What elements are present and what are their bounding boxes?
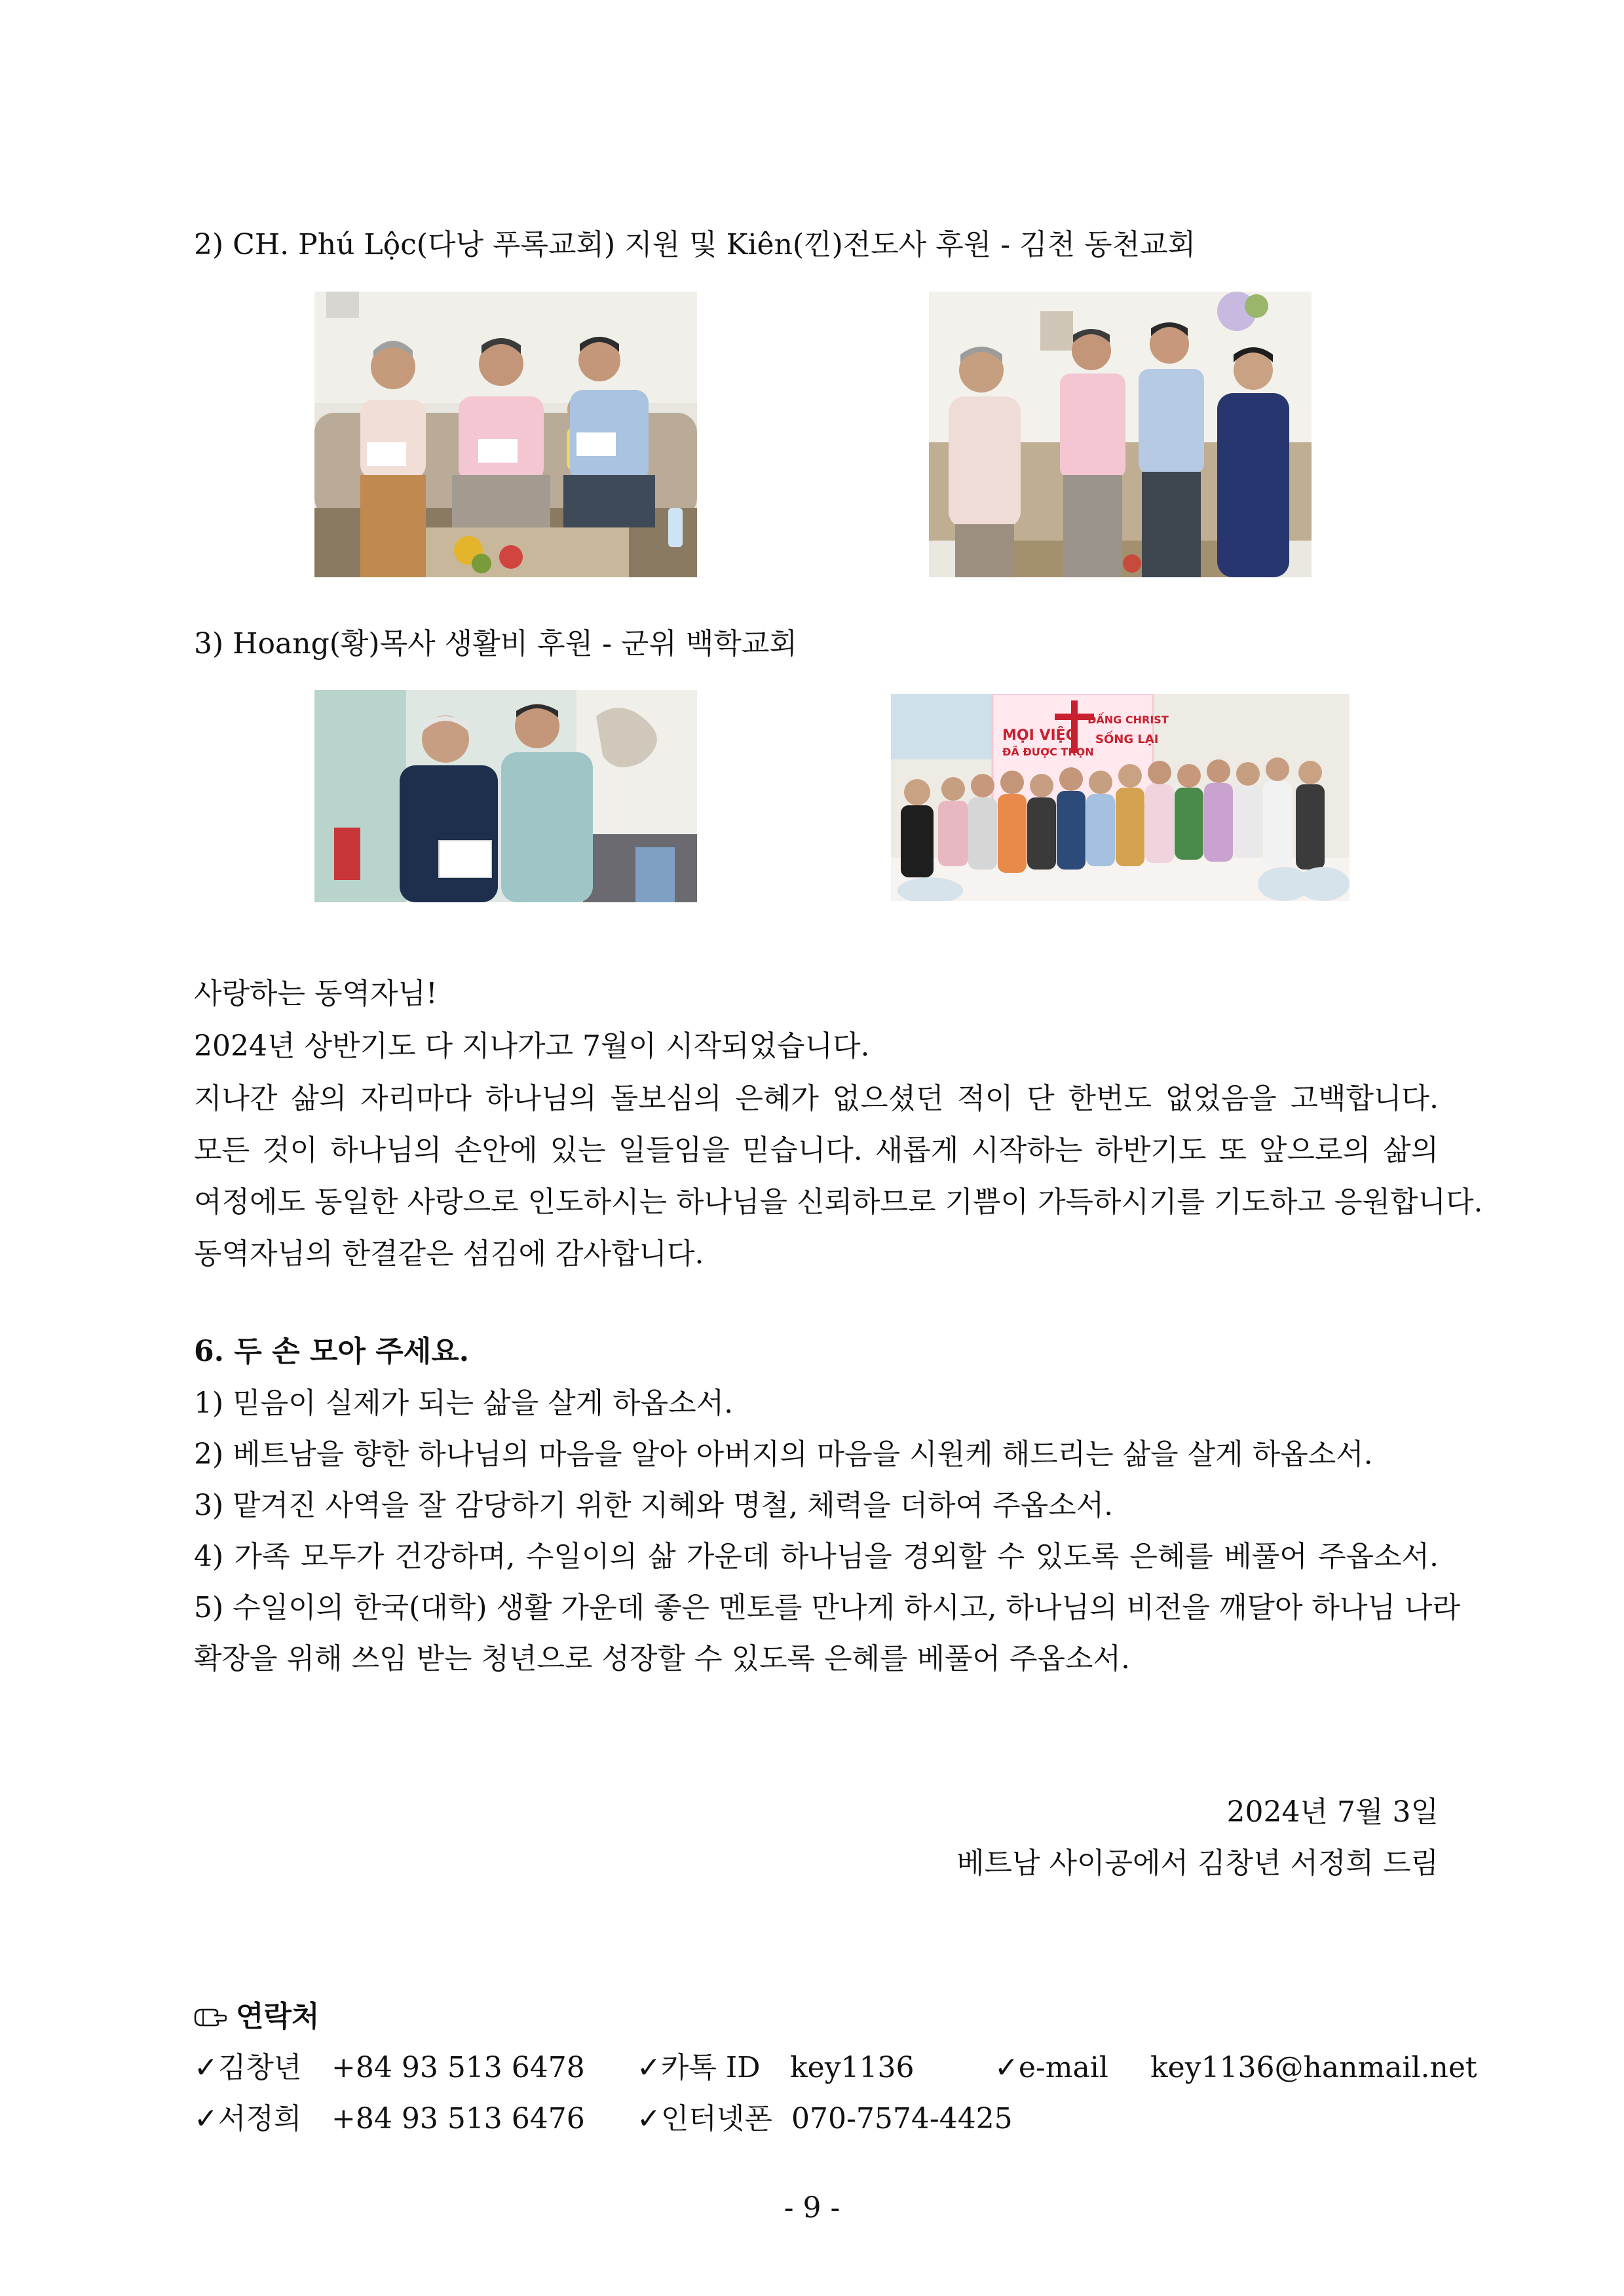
letter-paragraph-4: 여정에도 동일한 사랑으로 인도하시는 하나님을 신뢰하므로 기쁨이 가득하시기를 기도하고 응원합니다.: [194, 1185, 1483, 1219]
section-2-title: 2) CH. Phú Lộc(다낭 푸록교회) 지원 및 Kiên(낀)전도사 후원 - 김천 동천교회: [194, 228, 1196, 261]
prayer-item-5: 5) 수일이의 한국(대학) 생활 가운데 좋은 멘토를 만나게 하시고, 하나님의 비전을 깨달아 하나님 나라: [194, 1591, 1460, 1624]
photo-envelope-handover: [314, 690, 697, 902]
contact-seo-phone[interactable]: +84 93 513 6476: [331, 2102, 585, 2135]
check-icon: ✓: [194, 2102, 218, 2135]
contact-kim-name: 김창년: [217, 2051, 302, 2084]
letter-greeting: 사랑하는 동역자님!: [194, 977, 438, 1010]
pointing-hand-icon: [194, 1999, 227, 2038]
letter-paragraph-1: 2024년 상반기도 다 지나가고 7월이 시작되었습니다.: [194, 1029, 870, 1063]
signature-date: 2024년 7월 3일: [1226, 1795, 1439, 1829]
contact-email-label: e-mail: [1018, 2051, 1108, 2084]
letter-paragraph-3: 모든 것이 하나님의 손안에 있는 일들임을 믿습니다. 새롭게 시작하는 하반기도 또 앞으로의 삶의: [194, 1134, 1439, 1167]
banner-line-3: ĐẤNG CHRIST: [1087, 714, 1169, 726]
prayer-heading: 6. 두 손 모아 주세요.: [194, 1335, 470, 1368]
check-icon: ✓: [194, 2051, 218, 2084]
signature-from: 베트남 사이공에서 김창년 서정희 드림: [956, 1846, 1439, 1880]
letter-paragraph-5: 동역자님의 한결같은 섬김에 감사합니다.: [194, 1237, 704, 1271]
contact-internet-label: 인터넷폰: [660, 2102, 772, 2135]
contact-seo: [194, 2099, 301, 2139]
photo-standing-group: [929, 292, 1312, 577]
letter-paragraph-2: 지나간 삶의 자리마다 하나님의 돌보심의 은혜가 없으셨던 적이 단 한번도 없었음을 고백합니다.: [194, 1082, 1439, 1115]
page-number: - 9 -: [784, 2191, 840, 2225]
contact-kim-phone[interactable]: +84 93 513 6478: [331, 2051, 585, 2084]
banner-line-4: SỐNG LẠI: [1095, 733, 1159, 746]
contact-email-entry: [994, 2048, 1108, 2088]
banner-line-1: MỌI VIỆC: [1002, 727, 1076, 744]
prayer-item-4: 4) 가족 모두가 건강하며, 수일이의 삶 가운데 하나님을 경외할 수 있도록 은혜를 베풀어 주옵소서.: [194, 1540, 1439, 1573]
photo-sofa-group: [314, 292, 697, 577]
contact-seo-name: 서정희: [217, 2102, 302, 2135]
contact-label: 연락처: [236, 2000, 320, 2033]
section-3-title: 3) Hoang(황)목사 생활비 후원 - 군위 백학교회: [194, 627, 797, 660]
contact-kakao-label: 카톡 ID: [660, 2051, 761, 2084]
check-icon: ✓: [637, 2051, 661, 2084]
check-icon: ✓: [637, 2102, 661, 2135]
contact-internet-phone[interactable]: 070-7574-4425: [791, 2102, 1013, 2135]
prayer-item-1: 1) 믿음이 실제가 되는 삶을 살게 하옵소서.: [194, 1387, 734, 1420]
contact-internet-phone-entry: [637, 2099, 772, 2139]
contact-kim: [194, 2048, 301, 2088]
contact-kakao: [637, 2048, 761, 2088]
contact-heading: [194, 1997, 320, 2038]
prayer-item-3: 3) 맡겨진 사역을 잘 감당하기 위한 지혜와 명철, 체력을 더하여 주옵소서.: [194, 1489, 1114, 1522]
contact-kakao-id[interactable]: key1136: [790, 2051, 915, 2084]
banner-line-2: ĐÃ ĐƯỢC TRỌN: [1002, 746, 1094, 758]
prayer-item-5-continued: 확장을 위해 쓰임 받는 청년으로 성장할 수 있도록 은혜를 베풀어 주옵소서.: [194, 1642, 1130, 1675]
photo-church-group: [891, 694, 1350, 901]
prayer-item-2: 2) 베트남을 향한 하나님의 마음을 알아 아버지의 마음을 시원케 해드리는 삶을 살게 하옵소서.: [194, 1438, 1373, 1471]
check-icon: ✓: [994, 2051, 1019, 2084]
contact-email-address[interactable]: key1136@hanmail.net: [1150, 2051, 1477, 2084]
